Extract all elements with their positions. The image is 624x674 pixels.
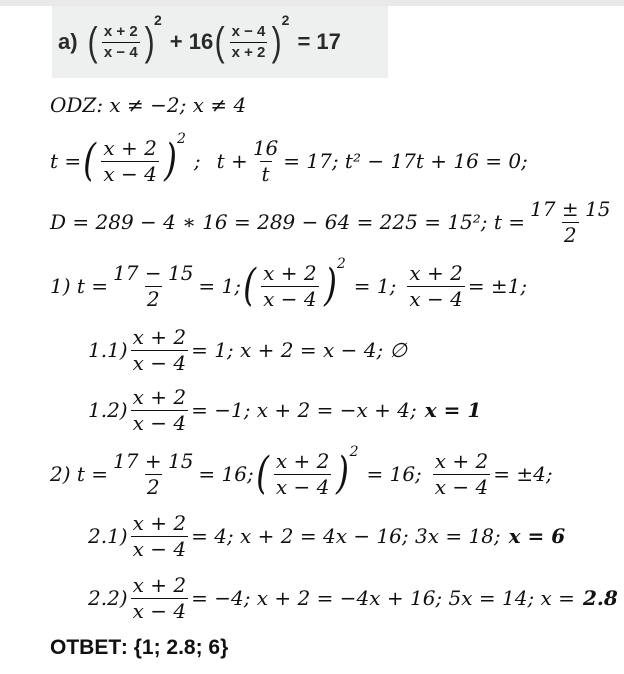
case-2-1-line: 2.1) $\frac{x + 2}{x - 4}$ = 4; x + 2 = 4x − 16; 3x = 18; x = 6	[88, 510, 566, 561]
fraction: $\frac{16}{t}$	[252, 135, 279, 186]
root-result: 2.8	[582, 586, 618, 610]
fraction: $\frac{x - 4}{x + 2}$	[231, 23, 266, 61]
fraction: $\frac{x + 2}{x - 4}$	[409, 260, 463, 311]
domain-line: ODZ: x ≠ −2; x ≠ 4	[50, 93, 247, 117]
problem-label: а)	[58, 29, 78, 54]
discriminant-line: D = 289 − 4 ∗ 16 = 289 − 64 = 225 = 15²; t = $\frac{17 \pm 15}{2}$	[50, 196, 611, 247]
fraction: $\frac{17 - 15}{2}$	[113, 260, 194, 311]
root-result: x = 6	[508, 524, 566, 548]
problem-equation: а) ( $\frac{x + 2}{x - 4}$ ) 2 + 16 ( $\frac{x - 4}{x + 2}$ ) 2 = 17	[58, 12, 341, 64]
fraction: $\frac{17 \pm 15}{2}$	[530, 196, 611, 247]
case-1-2-line: 1.2) $\frac{x + 2}{x - 4}$ = −1; x + 2 = −x + 4; x = 1	[88, 384, 482, 435]
fraction: $\frac{17 + 15}{2}$	[113, 448, 194, 499]
case-1-1-line: 1.1) $\frac{x + 2}{x - 4}$ = 1; x + 2 = x − 4; ∅	[88, 324, 407, 375]
fraction: $\frac{x + 2}{x - 4}$	[103, 135, 157, 186]
case-1-line: 1) t = $\frac{17 - 15}{2}$ = 1; ( $\frac{x + 2}{x - 4}$ ) 2 = 1; $\frac{x + 2}{x - 4}$ = ±1;	[50, 256, 528, 311]
case-2-line: 2) t = $\frac{17 + 15}{2}$ = 16; ( $\frac{x + 2}{x - 4}$ ) 2 = 16; $\frac{x + 2}{x - 4}$ = ±4;	[50, 444, 553, 499]
fraction: $\frac{x + 2}{x - 4}$	[132, 324, 187, 375]
fraction: $\frac{x + 2}{x - 4}$	[434, 448, 489, 499]
fraction: $\frac{x + 2}{x - 4}$	[132, 384, 187, 435]
root-result: x = 1	[424, 398, 482, 422]
substitution-line: t = ( $\frac{x + 2}{x - 4}$ ) 2 ; t + $\frac{16}{t}$ = 17; t² − 17t + 16 = 0;	[50, 131, 528, 186]
fraction: $\frac{x + 2}{x - 4}$	[132, 510, 187, 561]
fraction: $\frac{x + 2}{x - 4}$	[275, 448, 330, 499]
final-answer: ОТВЕТ: {1; 2.8; 6}	[50, 636, 229, 659]
fraction: $\frac{x + 2}{x - 4}$	[263, 260, 317, 311]
case-2-2-line: 2.2) $\frac{x + 2}{x - 4}$ = −4; x + 2 = −4x + 16; 5x = 14; x = 2.8	[88, 572, 618, 623]
fraction: $\frac{x + 2}{x - 4}$	[132, 572, 187, 623]
fraction: $\frac{x + 2}{x - 4}$	[103, 23, 138, 61]
